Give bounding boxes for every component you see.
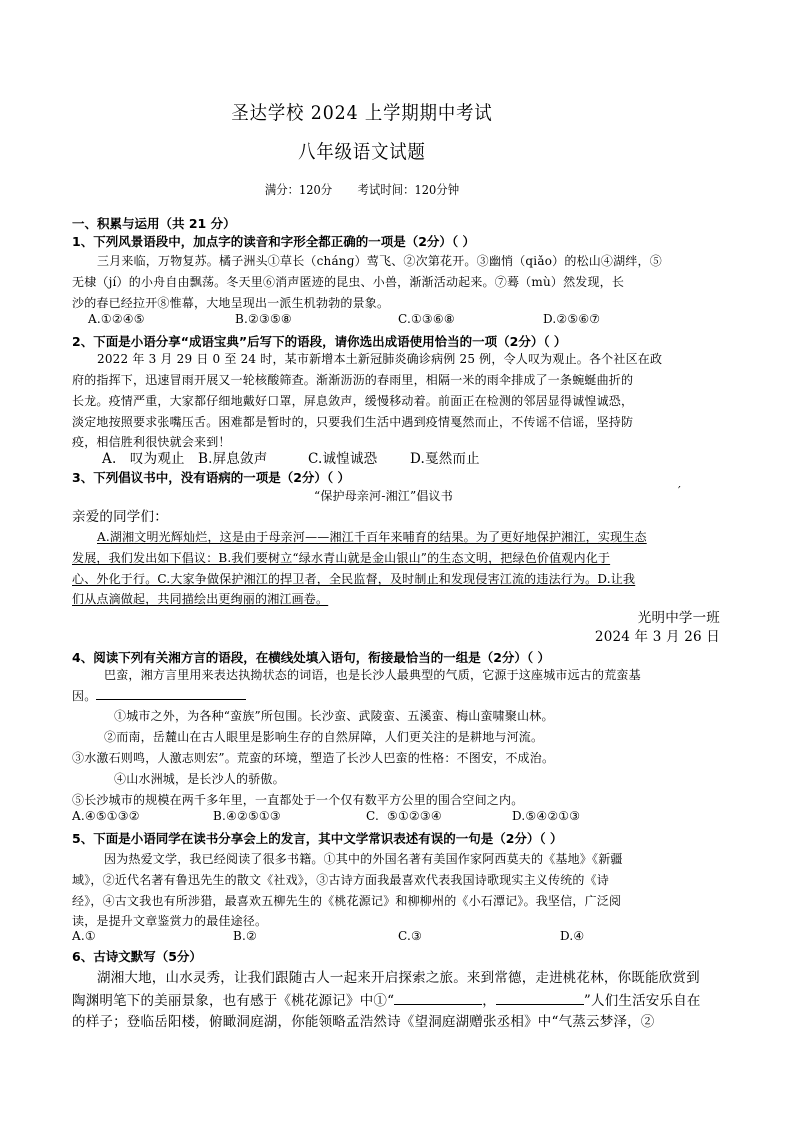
proposal-line: 们从点滴做起，共同描绘出更绚丽的湘江画卷。 xyxy=(72,592,329,606)
proposal-line: A.湖湘文明光辉灿烂，这是由于母亲河——湘江千百年来哺育的结果。为了更好地保护湘江，实现生态 xyxy=(97,530,647,544)
question-6-text: ”人们生活安乐自在 xyxy=(583,993,701,1009)
question-4-item: ①城市之外，为各种“蛮族”所包围。长沙蛮、武陵蛮、五溪蛮、梅山蛮啸聚山林。 xyxy=(114,709,554,723)
answer-blank[interactable] xyxy=(96,687,246,700)
question-5-option-a[interactable]: A.① xyxy=(72,929,96,943)
question-2-line: 疫，相信胜利很快就会来到！ xyxy=(72,435,231,449)
question-6-stem: 6、古诗文默写（5分） xyxy=(72,949,202,964)
exam-subtitle: 八年级语文试题 xyxy=(298,141,426,163)
question-5-line: 域》，②近代名著有鲁迅先生的散文《社戏》，③古诗方面我最喜欢代表我国诗歌现实主义传统的《诗 xyxy=(72,873,610,887)
question-4-item: ⑤长沙城市的规模在两千多年里，一直都处于一个仅有数平方公里的围合空间之内。 xyxy=(72,793,524,807)
question-4-option-d[interactable]: D.⑤④②①③ xyxy=(512,809,581,823)
question-2-line: 长龙。疫情严重，大家都仔细地戴好口罩，屏息敛声，缓慢移动着。前面正在检测的邻居显得诚惶诚恐， xyxy=(72,394,634,408)
question-5-option-b[interactable]: B.② xyxy=(233,929,257,943)
question-3-stem: 3、下列倡议书中，没有语病的一项是（2分）（ ） xyxy=(72,470,350,485)
question-2-stem: 2、下面是小语分享“成语宝典”后写下的语段，请你选出成语使用恰当的一项（2分）（ ） xyxy=(72,334,567,349)
question-4-intro: 巴蛮，湘方言里用来表达执拗状态的词语，也是长沙人最典型的气质，它源于这座城市远古的荒蛮基 xyxy=(104,668,641,682)
section-heading: 一、积累与运用（共 21 分） xyxy=(72,216,236,231)
question-4-intro xyxy=(72,687,246,704)
question-4-option-a[interactable]: A.④⑤①③② xyxy=(72,809,140,823)
question-6-text: 陶渊明笔下的美丽景象，也有感于《桃花源记》中①“ xyxy=(72,993,395,1009)
proposal-signature: 光明中学一班 xyxy=(637,610,720,626)
question-1-option-b[interactable]: B.②③⑤⑧ xyxy=(235,312,292,326)
question-5-line: 经》，④古文我也有所涉猎，最喜欢五柳先生的《桃花源记》和柳柳州的《小石潭记》。我坚信，广泛阅 xyxy=(72,894,622,908)
question-5-option-d[interactable]: D.④ xyxy=(560,929,585,943)
question-4-item: ④山水洲城，是长沙人的骄傲。 xyxy=(114,772,285,786)
proposal-line: 心、外化于行。C.大家争做保护湘江的捍卫者，全民监督，及时制止和发现侵害江流的违法行为。D.让我 xyxy=(72,572,636,586)
proposal-greeting: 亲爱的同学们： xyxy=(72,509,168,525)
question-1-line: 沙的春已经拉开⑧惟幕，大地呈现出一派生机勃勃的景象。 xyxy=(72,296,390,310)
question-2-option-a[interactable]: A. 叹为观止 xyxy=(102,451,185,467)
question-6-line: 的样子；登临岳阳楼，俯瞰洞庭湖，你能领略孟浩然诗《望洞庭湖赠张丞相》中“气蒸云梦泽，② xyxy=(72,1014,655,1030)
question-2-option-d[interactable]: D.戛然而止 xyxy=(410,451,480,467)
question-4-option-b[interactable]: B.④②⑤①③ xyxy=(213,809,281,823)
question-1-option-c[interactable]: C.①③⑥⑧ xyxy=(398,312,455,326)
question-4-stem: 4、阅读下列有关湘方言的语段，在横线处填入语句，衔接最恰当的一组是（2分）（ ） xyxy=(72,650,550,665)
question-2-line: 淡定地按照要求张嘴压舌。困难都是暂时的，只要我们生活中遇到疫情戛然而止，不传谣不信谣，坚持防 xyxy=(72,415,634,429)
question-2-option-c[interactable]: C.诚惶诚恐 xyxy=(308,451,378,467)
question-6-line: 湖湘大地，山水灵秀，让我们跟随古人一起来开启探索之旅。来到常德，走进桃花林，你既能欣赏到 xyxy=(97,970,700,986)
answer-blank[interactable] xyxy=(496,992,584,1005)
proposal-line: 发展，我们发出如下倡议：B.我们要树立“绿水青山就是金山银山”的生态文明，把绿色价值观内化于 xyxy=(72,551,611,565)
exam-title: 圣达学校 2024 上学期期中考试 xyxy=(231,102,493,124)
question-5-line: 因为热爱文学，我已经阅读了很多书籍。①其中的外国名著有美国作家阿西莫夫的《基地》《新疆 xyxy=(104,852,623,866)
question-4-item: ③水激石则鸣，人激志则宏”。荒蛮的环境，塑造了长沙人巴蛮的性格：不图安，不成治。 xyxy=(72,751,555,765)
exam-meta: 满分：120分 考试时间：120分钟 xyxy=(264,182,460,197)
question-6-separator: ， xyxy=(482,993,496,1009)
question-1-option-a[interactable]: A.①②④⑤ xyxy=(88,312,145,326)
question-1-stem: 1、下列风景语段中，加点字的读音和字形全都正确的一项是（2分）（ ） xyxy=(72,234,475,249)
proposal-title: “保护母亲河-湘江”倡议书 xyxy=(314,489,453,503)
question-6-line xyxy=(72,989,701,1009)
question-1-line: 无棣（jí）的小舟自由飘荡。冬天里⑥消声匿迹的昆虫、小兽，渐渐活动起来。⑦蓦（mù）然发现，长 xyxy=(72,275,625,289)
question-2-option-b[interactable]: B.屏息敛声 xyxy=(198,451,268,467)
question-5-option-c[interactable]: C.③ xyxy=(398,929,422,943)
answer-blank[interactable] xyxy=(394,992,482,1005)
question-1-line: 三月来临，万物复苏。橘子洲头①草长（chánɡ）莺飞、②次第花开。③幽悄（qiǎo）的松山④湖绊，⑤ xyxy=(97,254,662,268)
proposal-date: 2024 年 3 月 26 日 xyxy=(594,629,720,645)
question-4-intro-end: 因。 xyxy=(72,689,97,703)
question-4-item: ②而南，岳麓山在古人眼里是影响生存的自然屏障，人们更关注的是耕地与河流。 xyxy=(104,730,544,744)
question-2-line: 2022 年 3 月 29 日 0 至 24 时，某市新增本土新冠肺炎确诊病例 25 例，令人叹为观止。各个社区在政 xyxy=(97,352,663,366)
question-1-option-d[interactable]: D.②⑤⑥⑦ xyxy=(543,312,601,326)
question-5-line: 读，是提升文章鉴赏力的最佳途径。 xyxy=(72,914,268,928)
stray-mark: ′ xyxy=(678,484,681,498)
question-5-stem: 5、下面是小语同学在读书分享会上的发言，其中文学常识表述有误的一句是（2分）（ ） xyxy=(72,831,563,846)
question-4-option-c[interactable]: C. ⑤①②③④ xyxy=(366,809,442,823)
question-2-line: 府的指挥下，迅速冒雨开展又一轮核酸筛查。渐渐沥沥的春雨里，相隔一米的雨伞排成了一条蜿蜒曲折的 xyxy=(72,373,634,387)
